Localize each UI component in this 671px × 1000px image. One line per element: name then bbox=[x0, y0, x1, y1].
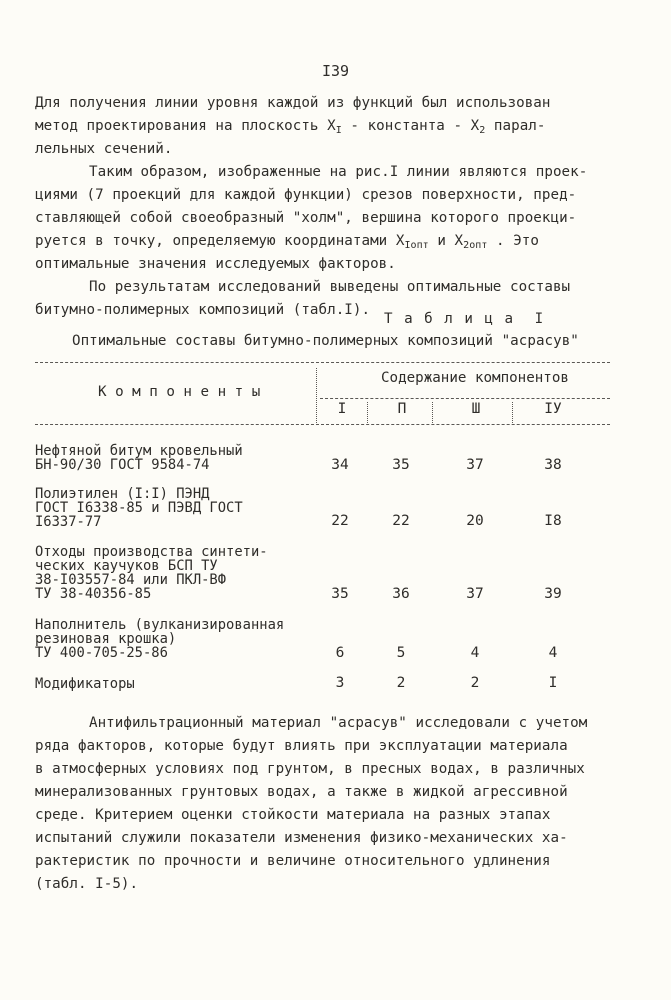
table-subheader-1: I bbox=[337, 401, 347, 417]
table-row-2-value-4: I8 bbox=[544, 513, 562, 529]
intro-line-2-part-c: парал- bbox=[485, 118, 546, 134]
para2-line-2: циями (7 проекций для каждой функции) срезов поверхности, пред- bbox=[35, 187, 577, 203]
table-row-4-value-2: 5 bbox=[396, 645, 406, 661]
table-title: Оптимальные составы битумно-полимерных композиций "асрасув" bbox=[72, 333, 579, 349]
table-label: Т а б л и ц а I bbox=[384, 311, 545, 327]
para4-line-8: (табл. I-5). bbox=[35, 876, 139, 892]
intro-line-2-part-a: метод проектирования на плоскость Х bbox=[35, 118, 336, 134]
para2-line-4-part-a: руется в точку, определяемую координатами Х bbox=[35, 233, 405, 249]
para4-line-2: ряда факторов, которые будут влиять при эксплуатации материала bbox=[35, 738, 568, 754]
table-row-4-value-1: 6 bbox=[335, 645, 345, 661]
table-header-components: К о м п о н е н т ы bbox=[98, 384, 261, 400]
table-row-5-component: Модификаторы bbox=[35, 676, 135, 692]
table-row-5-value-2: 2 bbox=[396, 675, 406, 691]
table-row-5-value-1: 3 bbox=[335, 675, 345, 691]
para2-line-4-part-b: и Х bbox=[428, 233, 464, 249]
table-row-1-value-2: 35 bbox=[392, 457, 410, 473]
subscript-x1: I bbox=[335, 125, 342, 136]
para2-line-3: ставляющей собой своеобразный "холм", вершина которого проекци- bbox=[35, 210, 577, 226]
para4-line-5: среде. Критерием оценки стойкости материала на разных этапах bbox=[35, 807, 551, 823]
intro-line-3: лельных сечений. bbox=[35, 141, 173, 157]
intro-line-2 bbox=[35, 118, 546, 134]
table-row-2-value-2: 22 bbox=[392, 513, 410, 529]
para4-line-4: минерализованных грунтовых водах, а также в жидкой агрессивной bbox=[35, 784, 568, 800]
para2-line-4-part-c: . Это bbox=[487, 233, 539, 249]
para4-line-6: испытаний служили показатели изменения физико-механических ха- bbox=[35, 830, 568, 846]
page-number: I39 bbox=[321, 62, 350, 80]
table-subheader-3: Ш bbox=[471, 401, 481, 417]
table-row-5-value-3: 2 bbox=[470, 675, 480, 691]
table-subcol-separator-2 bbox=[432, 402, 433, 425]
table-subheader-2: П bbox=[397, 401, 407, 417]
subscript-x2: 2 bbox=[479, 125, 486, 136]
para2-line-4 bbox=[35, 233, 539, 249]
table-row-1-value-1: 34 bbox=[331, 457, 349, 473]
table-row-3-value-2: 36 bbox=[392, 586, 410, 602]
table-header-bottom-rule bbox=[35, 424, 610, 425]
table-row-2-component: Полиэтилен (I:I) ПЭНД ГОСТ I6338-85 и ПЭВД ГОСТ I6337-77 bbox=[35, 486, 243, 530]
para4-line-1: Антифильтрационный материал "асрасув" исследовали с учетом bbox=[89, 715, 588, 731]
table-row-4-component: Наполнитель (вулканизированная резиновая крошка) ТУ 400-705-25-86 bbox=[35, 617, 285, 661]
intro-line-2-part-b: - константа - Х bbox=[341, 118, 480, 134]
table-column-separator bbox=[316, 368, 317, 425]
para4-line-7: рактеристик по прочности и величине относительного удлинения bbox=[35, 853, 551, 869]
table-subcol-separator-3 bbox=[512, 402, 513, 425]
table-top-rule bbox=[35, 362, 610, 363]
table-row-2-value-3: 20 bbox=[466, 513, 484, 529]
table-subheader-4: IУ bbox=[544, 401, 562, 417]
para2-line-1: Таким образом, изображенные на рис.I линии являются проек- bbox=[89, 164, 588, 180]
table-row-1-component: Нефтяной битум кровельный БН-90/30 ГОСТ 9584-74 bbox=[35, 443, 243, 473]
intro-line-1: Для получения линии уровня каждой из функций был использован bbox=[35, 95, 551, 111]
subscript-x2opt: 2опт bbox=[463, 240, 488, 251]
table-row-1-value-3: 37 bbox=[466, 457, 484, 473]
subscript-x1opt: Iопт bbox=[404, 240, 429, 251]
table-row-3-value-1: 35 bbox=[331, 586, 349, 602]
table-row-2-value-1: 22 bbox=[331, 513, 349, 529]
para4-line-3: в атмосферных условиях под грунтом, в пресных водах, в различных bbox=[35, 761, 585, 777]
table-row-3-value-3: 37 bbox=[466, 586, 484, 602]
table-row-3-component: Отходы производства синтети- ческих каучуков БСП ТУ 38-I03557-84 или ПКЛ-ВФ ТУ 38-40356-85 bbox=[35, 544, 268, 602]
para3-line-1: По результатам исследований выведены оптимальные составы bbox=[89, 279, 571, 295]
table-row-5-value-4: I bbox=[548, 675, 558, 691]
table-row-3-value-4: 39 bbox=[544, 586, 562, 602]
table-header-mid-rule bbox=[320, 398, 610, 399]
table-row-4-value-3: 4 bbox=[470, 645, 480, 661]
table-header-content: Содержание компонентов bbox=[381, 370, 569, 386]
table-row-1-value-4: 38 bbox=[544, 457, 562, 473]
para2-line-5: оптимальные значения исследуемых факторов. bbox=[35, 256, 396, 272]
table-row-4-value-4: 4 bbox=[548, 645, 558, 661]
table-subcol-separator-1 bbox=[367, 402, 368, 425]
para3-line-2: битумно-полимерных композиций (табл.I). bbox=[35, 302, 371, 318]
